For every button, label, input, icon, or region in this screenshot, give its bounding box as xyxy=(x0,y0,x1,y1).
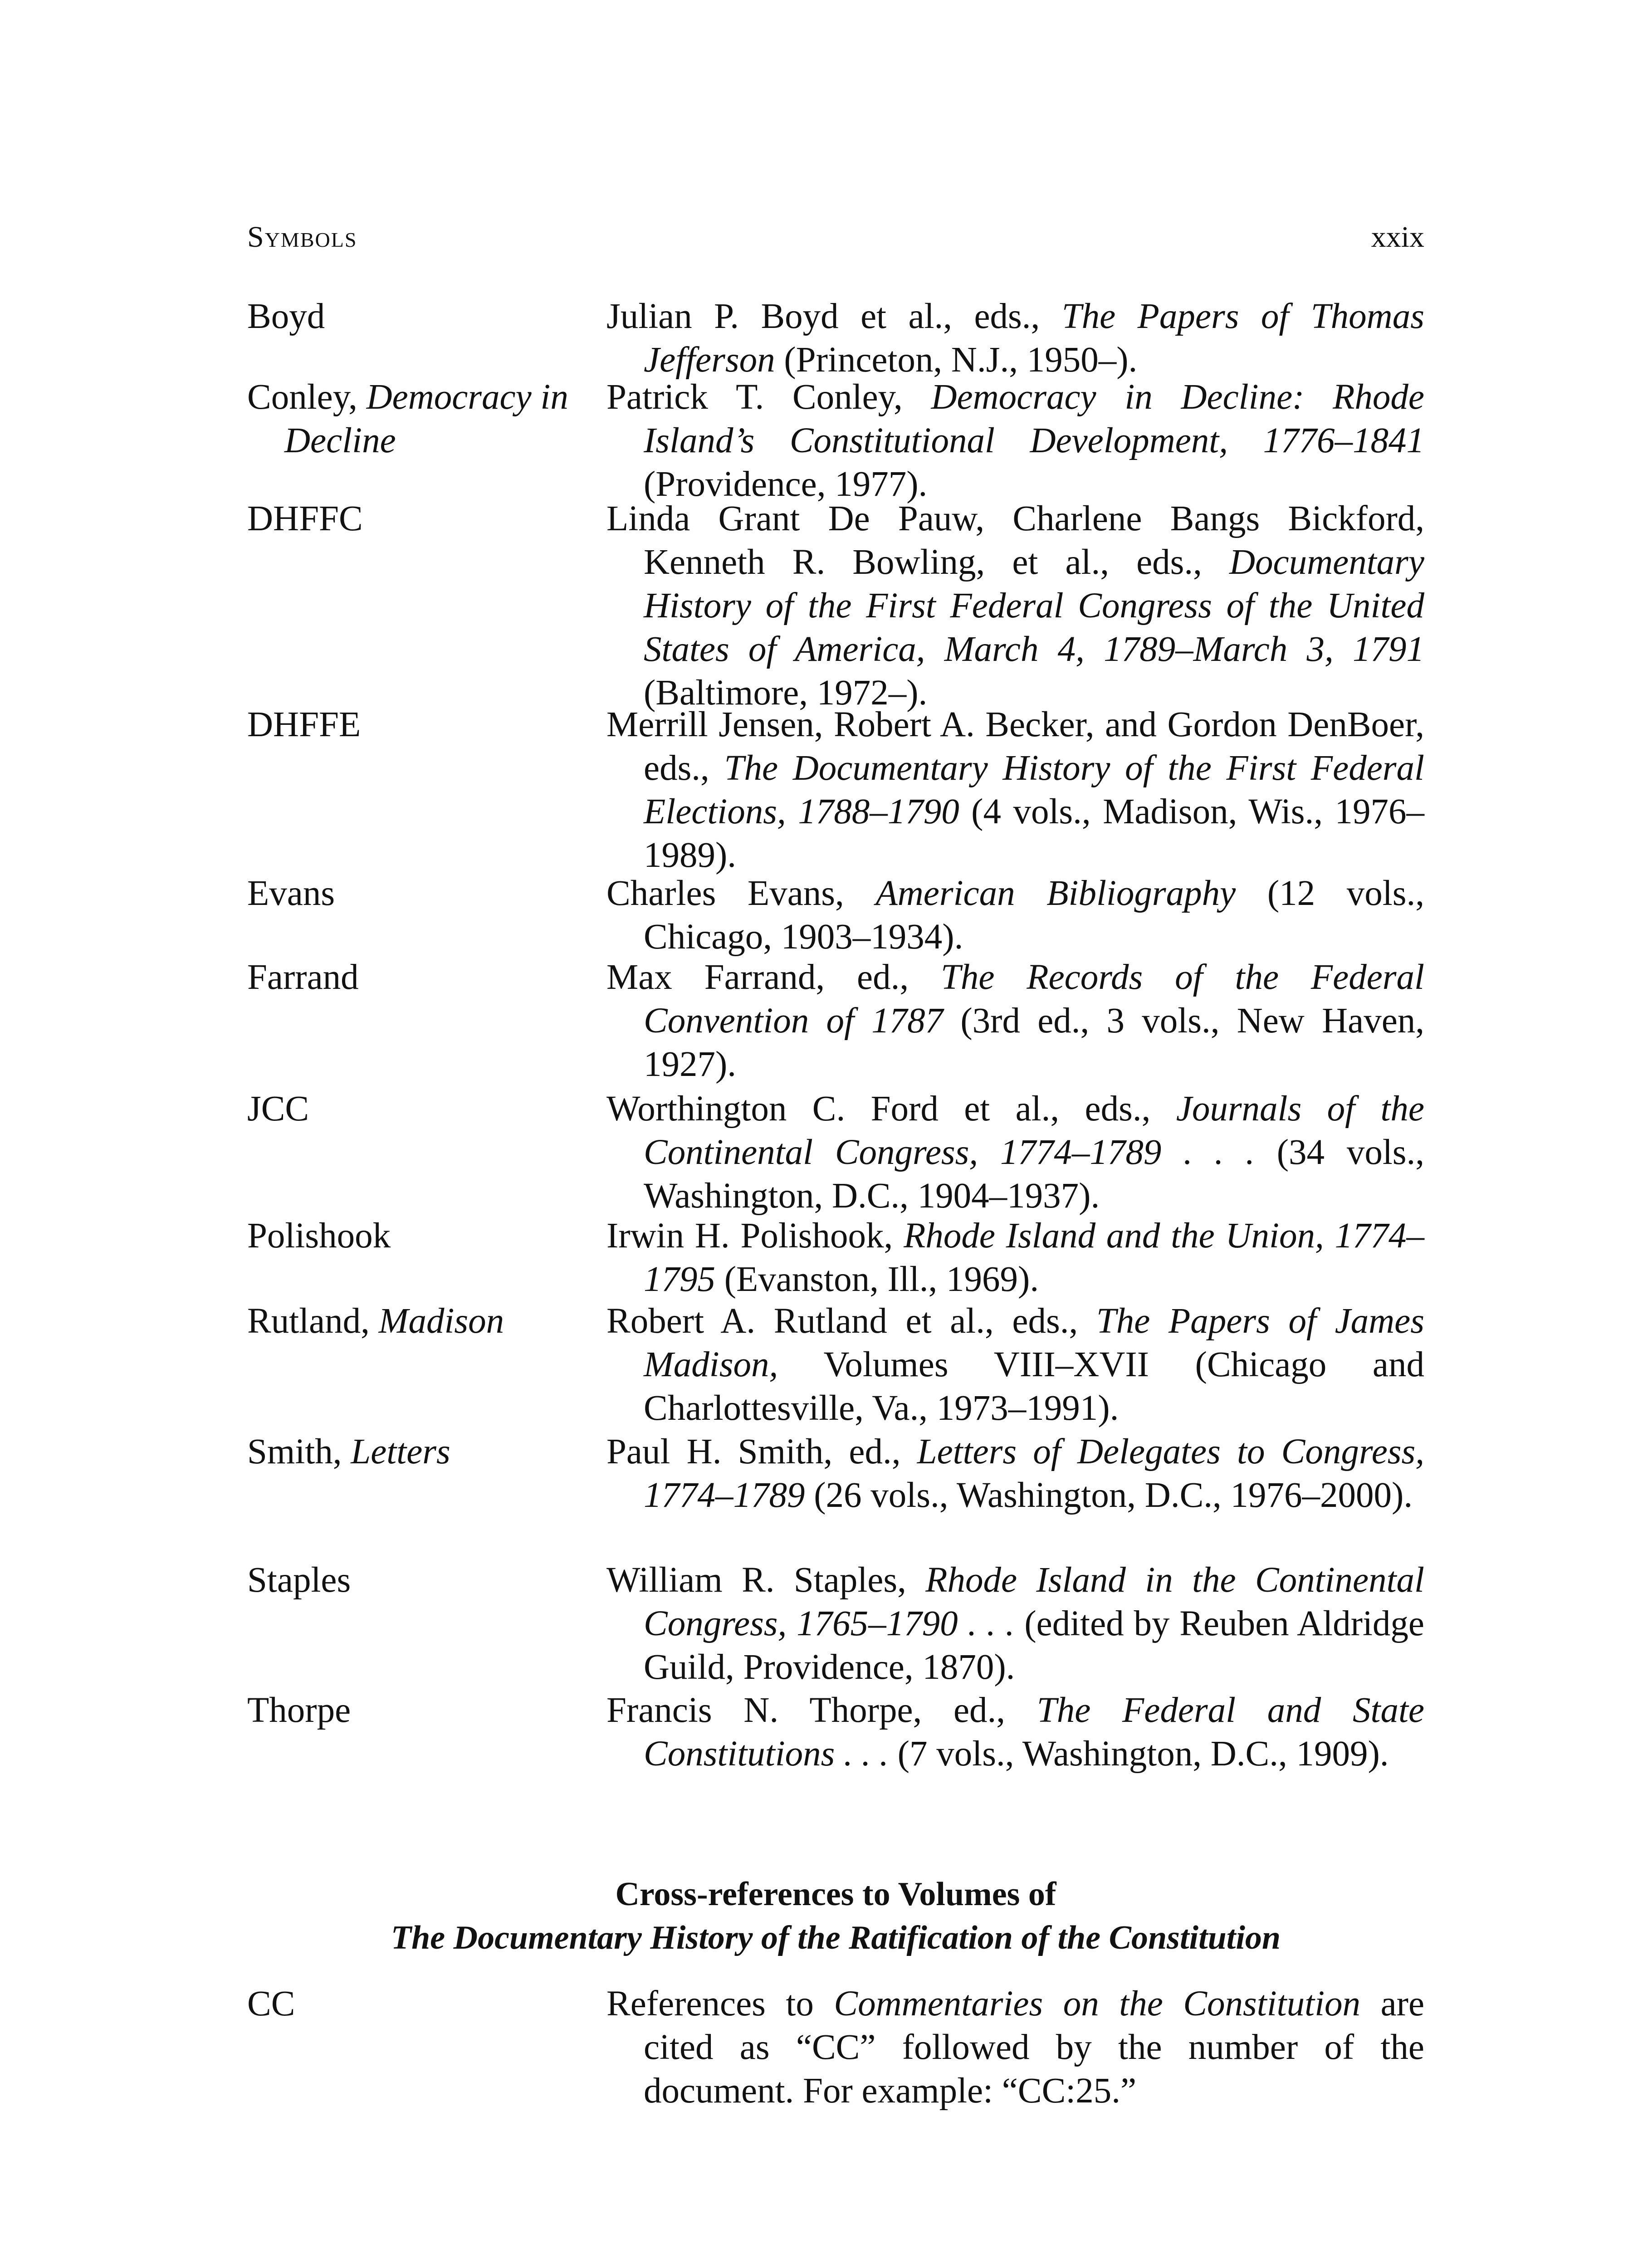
symbol-citation: Max Farrand, ed., The Records of the Federal Convention of 1787 (3rd ed., 3 vols., New Haven, 1927). xyxy=(606,958,1425,1084)
symbol-entry xyxy=(247,1430,1424,1559)
symbol-entry xyxy=(247,1300,1424,1430)
symbol-citation: Linda Grant De Pauw, Charlene Bangs Bickford, Kenneth R. Bowling, et al., eds., Documentary History of the First Federal Congress of the United States of America, March 4, 1789–March 3, 1791 (Baltimore, 1972–). xyxy=(606,499,1424,713)
symbol-citation: Patrick T. Conley, Democracy in Decline: Rhode Island’s Constitutional Development, 1776–1841 (Providence, 1977). xyxy=(606,377,1424,504)
cross-reference-list xyxy=(247,1982,1424,2113)
symbol-entry xyxy=(247,872,1424,956)
symbol-entry xyxy=(247,703,1424,875)
symbol-citation: Charles Evans, American Bibliography (12 vols., Chicago, 1903–1934). xyxy=(606,874,1424,957)
symbol-abbreviation: Farrand xyxy=(247,958,359,997)
running-head xyxy=(247,220,1424,261)
cross-reference-heading-line2: The Documentary History of the Ratification of the Constitution xyxy=(391,1919,1281,1956)
symbol-entry xyxy=(247,497,1424,713)
symbol-citation: William R. Staples, Rhode Island in the Continental Congress, 1765–1790 . . . (edited by Reuben Aldridge Guild, Providence, 1870). xyxy=(606,1560,1424,1687)
cross-reference-abbreviation: CC xyxy=(247,1984,295,2024)
symbol-abbreviation: DHFFC xyxy=(247,499,363,538)
symbol-entry xyxy=(247,295,1424,380)
symbol-abbreviation: Polishook xyxy=(247,1216,391,1256)
cross-reference-heading-line1: Cross-references to Volumes of xyxy=(615,1876,1056,1913)
symbol-citation: Irwin H. Polishook, Rhode Island and the Union, 1774–1795 (Evanston, Ill., 1969). xyxy=(606,1216,1424,1299)
symbol-citation: Robert A. Rutland et al., eds., The Papers of James Madison, Volumes VIII–XVII (Chicago and Charlottesville, Va., 1973–1991). xyxy=(606,1301,1424,1428)
symbol-citation: Merrill Jensen, Robert A. Becker, and Gordon DenBoer, eds., The Documentary History of the First Federal Elections, 1788–1790 (4 vols., Madison, Wis., 1976–1989). xyxy=(606,705,1424,875)
symbol-entry xyxy=(247,1689,1424,1779)
symbol-citation: Paul H. Smith, ed., Letters of Delegates to Congress, 1774–1789 (26 vols., Washington, D.C., 1976–2000). xyxy=(606,1432,1424,1515)
symbol-abbreviation: JCC xyxy=(247,1089,309,1129)
symbol-abbreviation: Smith, Letters xyxy=(247,1432,450,1471)
cross-reference-heading xyxy=(247,1872,1424,1960)
symbol-citation: Francis N. Thorpe, ed., The Federal and State Constitutions . . . (7 vols., Washington, D.C., 1909). xyxy=(606,1691,1424,1774)
symbol-entry xyxy=(247,1559,1424,1689)
symbol-abbreviation: Rutland, Madison xyxy=(247,1301,504,1341)
cross-reference-citation: References to Commentaries on the Constitution are cited as “CC” followed by the number of the document. For example: “CC:25.” xyxy=(606,1984,1425,2111)
symbol-citation: Worthington C. Ford et al., eds., Journals of the Continental Congress, 1774–1789 . . . (34 vols., Washington, D.C., 1904–1937). xyxy=(606,1089,1425,1216)
symbol-entry xyxy=(247,956,1424,1087)
symbols-list xyxy=(247,295,1424,1779)
symbol-entry xyxy=(247,1214,1424,1300)
symbol-entry xyxy=(247,376,1424,504)
symbol-abbreviation: Thorpe xyxy=(247,1691,351,1730)
page-number: xxix xyxy=(1371,220,1424,254)
running-head-section: Symbols xyxy=(247,220,357,254)
symbol-entry xyxy=(247,1087,1424,1214)
symbol-abbreviation: Conley, Democracy in Decline xyxy=(247,377,568,460)
symbol-abbreviation: Boyd xyxy=(247,297,325,336)
cross-reference-entry xyxy=(247,1982,1424,2113)
symbol-abbreviation: DHFFE xyxy=(247,705,361,744)
symbol-abbreviation: Staples xyxy=(247,1560,351,1600)
symbol-citation: Julian P. Boyd et al., eds., The Papers of Thomas Jefferson (Princeton, N.J., 1950–). xyxy=(606,297,1424,380)
symbol-abbreviation: Evans xyxy=(247,874,335,913)
